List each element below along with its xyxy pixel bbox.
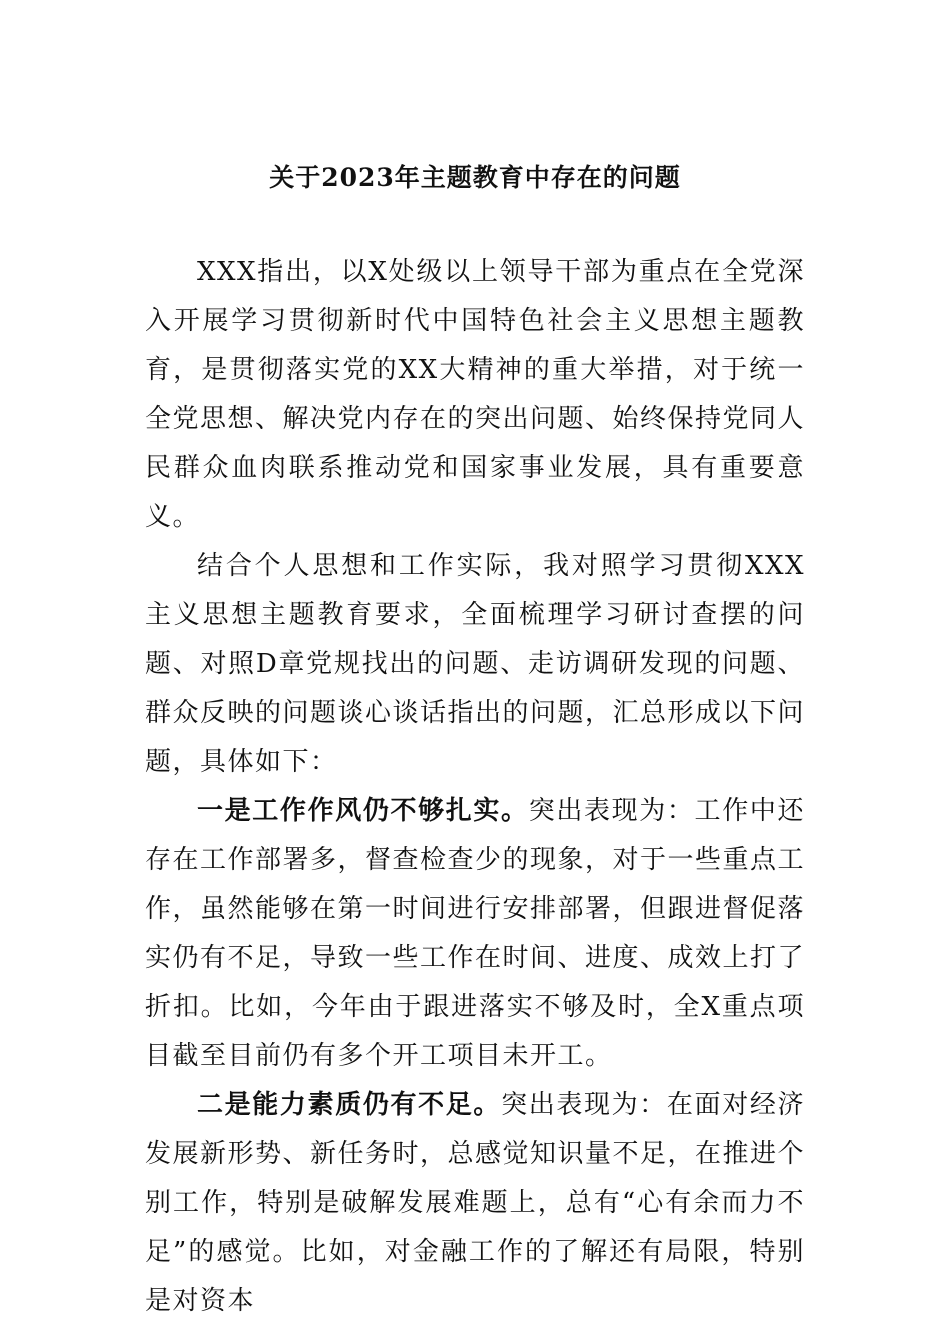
paragraph-lead: 一是工作作风仍不够扎实。 bbox=[197, 796, 529, 826]
paragraph-lead: 二是能力素质仍有不足。 bbox=[197, 1090, 502, 1120]
paragraph-text: 突出表现为：工作中还存在工作部署多，督查检查少的现象，对于一些重点工作，虽然能够在第一时间进行安排部署，但跟进督促落实仍有不足，导致一些工作在时间、进度、成效上打了折扣。比如，今年由于跟进落实不够及时，全X重点项目截至目前仍有多个开工项目未开工。 bbox=[145, 796, 806, 1071]
document-title: 关于2023年主题教育中存在的问题 bbox=[269, 163, 681, 192]
paragraph-context bbox=[145, 542, 805, 787]
paragraph-text: XXX指出，以X处级以上领导干部为重点在全党深入开展学习贯彻新时代中国特色社会主义思想主题教育，是贯彻落实党的XX大精神的重大举措，对于统一全党思想、解决党内存在的突出问题、始终保持党同人民群众血肉联系推动党和国家事业发展，具有重要意义。 bbox=[145, 257, 806, 532]
paragraph-intro bbox=[145, 248, 805, 542]
paragraph-text: 结合个人思想和工作实际，我对照学习贯彻XXX主义思想主题教育要求，全面梳理学习研讨查摆的问题、对照D章党规找出的问题、走访调研发现的问题、群众反映的问题谈心谈话指出的问题，汇总形成以下问题，具体如下： bbox=[145, 551, 806, 777]
paragraph-issue-1 bbox=[145, 787, 805, 1081]
paragraph-issue-2 bbox=[145, 1081, 805, 1326]
document-body bbox=[145, 248, 805, 1326]
paragraph-text: 突出表现为：在面对经济发展新形势、新任务时，总感觉知识量不足，在推进个别工作，特别是破解发展难题上，总有“心有余而力不足”的感觉。比如，对金融工作的了解还有局限，特别是对资本 bbox=[145, 1090, 806, 1316]
